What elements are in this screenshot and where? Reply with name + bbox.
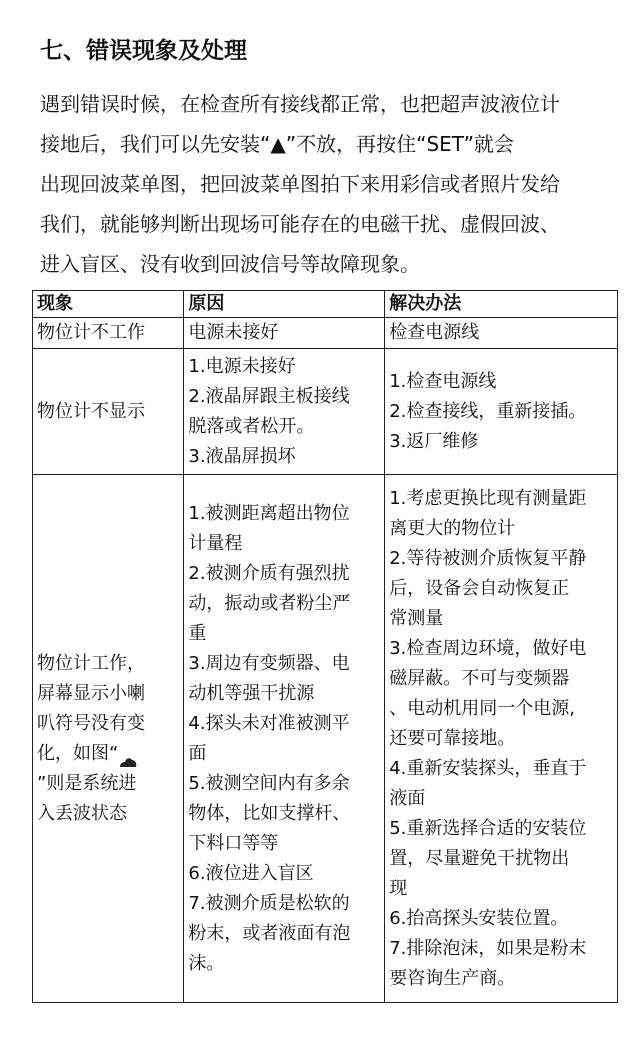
solution-line: 1.检查电源线 — [389, 370, 497, 392]
cause-line: 4.探头未对准被测平 — [188, 712, 350, 734]
solution-line: 、电动机用同一个电源, — [389, 697, 575, 719]
cause-line: 1.电源未接好 — [188, 355, 296, 377]
cause-line: 1.被测距离超出物位 — [188, 502, 350, 524]
solution-line: 现 — [389, 877, 408, 899]
solution-line: 3.返厂维修 — [389, 430, 479, 452]
cause-line: 动机等强干扰源 — [188, 682, 315, 704]
cause-line: 3.周边有变频器、电 — [188, 652, 350, 674]
table-row — [33, 349, 618, 475]
solution-line: 6.抬高探头安装位置。 — [389, 907, 569, 929]
cause-cell — [184, 349, 385, 475]
solution-line: 置，尽量避免干扰物出 — [389, 847, 570, 869]
solution-cell — [385, 349, 618, 475]
table-row — [33, 318, 618, 349]
cause-cell — [184, 475, 385, 1003]
intro-line: 接地后，我们可以先安装“▲”不放，再按住“SET”就会 — [40, 132, 514, 156]
solution-line: 7.排除泡沫，如果是粉末 — [389, 937, 587, 959]
solution-line: 4.重新安装探头，垂直于 — [389, 757, 587, 779]
cause-line: 5.被测空间内有多余 — [188, 772, 350, 794]
cause-line: 物体，比如支撑杆、 — [188, 802, 351, 824]
header-phenomenon: 现象 — [33, 291, 184, 318]
phenomenon-line: 物位计工作， — [37, 652, 145, 674]
cause-line: 6.液位进入盲区 — [188, 862, 314, 884]
solution-text: 检查电源线 — [389, 322, 480, 343]
phenomenon-line: 叭符号没有变 — [37, 712, 145, 734]
table-header-row — [33, 291, 618, 318]
header-solution: 解决办法 — [385, 291, 618, 318]
phenomenon-cell — [33, 349, 184, 475]
solution-line: 3.检查周边环境，做好电 — [389, 637, 587, 659]
solution-line: 离更大的物位计 — [389, 517, 516, 539]
cause-line: 7.被测介质是松软的 — [188, 892, 350, 914]
intro-line: 遇到错误时候，在检查所有接线都正常，也把超声波液位计 — [40, 92, 560, 116]
solution-line: 液面 — [389, 787, 426, 809]
phenomenon-line: ”则是系统进 — [37, 772, 137, 794]
phenomenon-text: 物位计不显示 — [37, 400, 145, 422]
cause-line: 2.被测介质有强烈扰 — [188, 562, 350, 584]
solution-line: 1.考虑更换比现有测量距 — [389, 487, 587, 509]
solution-line: 后，设备会自动恢复正 — [389, 577, 570, 599]
speaker-cloud-icon — [118, 748, 138, 760]
cause-line: 下料口等等 — [188, 832, 279, 854]
solution-line: 2.等待被测介质恢复平静 — [389, 547, 587, 569]
solution-line: 磁屏蔽。不可与变频器 — [389, 667, 570, 689]
phenomenon-line — [37, 739, 181, 769]
cause-line: 3.液晶屏损坏 — [188, 445, 296, 467]
phenomenon-text: 物位计不工作 — [37, 322, 145, 343]
intro-line: 我们，就能够判断出现场可能存在的电磁干扰、虚假回波、 — [40, 212, 560, 236]
intro-line: 进入盲区、没有收到回波信号等故障现象。 — [40, 252, 420, 276]
solution-line: 5.重新选择合适的安装位 — [389, 817, 587, 839]
phenomenon-line: 入丢波状态 — [37, 802, 127, 824]
cause-line: 面 — [188, 742, 207, 764]
fault-table — [32, 290, 618, 1003]
intro-paragraph — [40, 84, 620, 284]
cause-line: 计量程 — [188, 532, 243, 554]
cause-line: 重 — [188, 622, 207, 644]
cause-text: 电源未接好 — [188, 322, 279, 343]
intro-line: 出现回波菜单图，把回波菜单图拍下来用彩信或者照片发给 — [40, 172, 560, 196]
cause-line: 粉末，或者液面有泡 — [188, 922, 351, 944]
cause-line: 沫。 — [188, 952, 225, 974]
phenomenon-line-text: 化，如图“ — [37, 742, 119, 764]
phenomenon-cell — [33, 475, 184, 1003]
solution-cell — [385, 475, 618, 1003]
cause-line: 动，振动或者粉尘严 — [188, 592, 351, 614]
cause-line: 2.液晶屏跟主板接线 — [188, 385, 350, 407]
table-row — [33, 475, 618, 1003]
cause-line: 脱落或者松开。 — [188, 415, 315, 437]
phenomenon-cell — [33, 318, 184, 349]
solution-line: 2.检查接线，重新接插。 — [389, 400, 587, 422]
phenomenon-line: 屏幕显示小喇 — [37, 682, 145, 704]
solution-line: 还要可靠接地。 — [389, 727, 516, 749]
solution-cell — [385, 318, 618, 349]
solution-line: 常测量 — [389, 607, 444, 629]
cause-cell — [184, 318, 385, 349]
section-title: 七、错误现象及处理 — [40, 38, 247, 64]
header-cause: 原因 — [184, 291, 385, 318]
solution-line: 要咨询生产商。 — [389, 967, 516, 989]
